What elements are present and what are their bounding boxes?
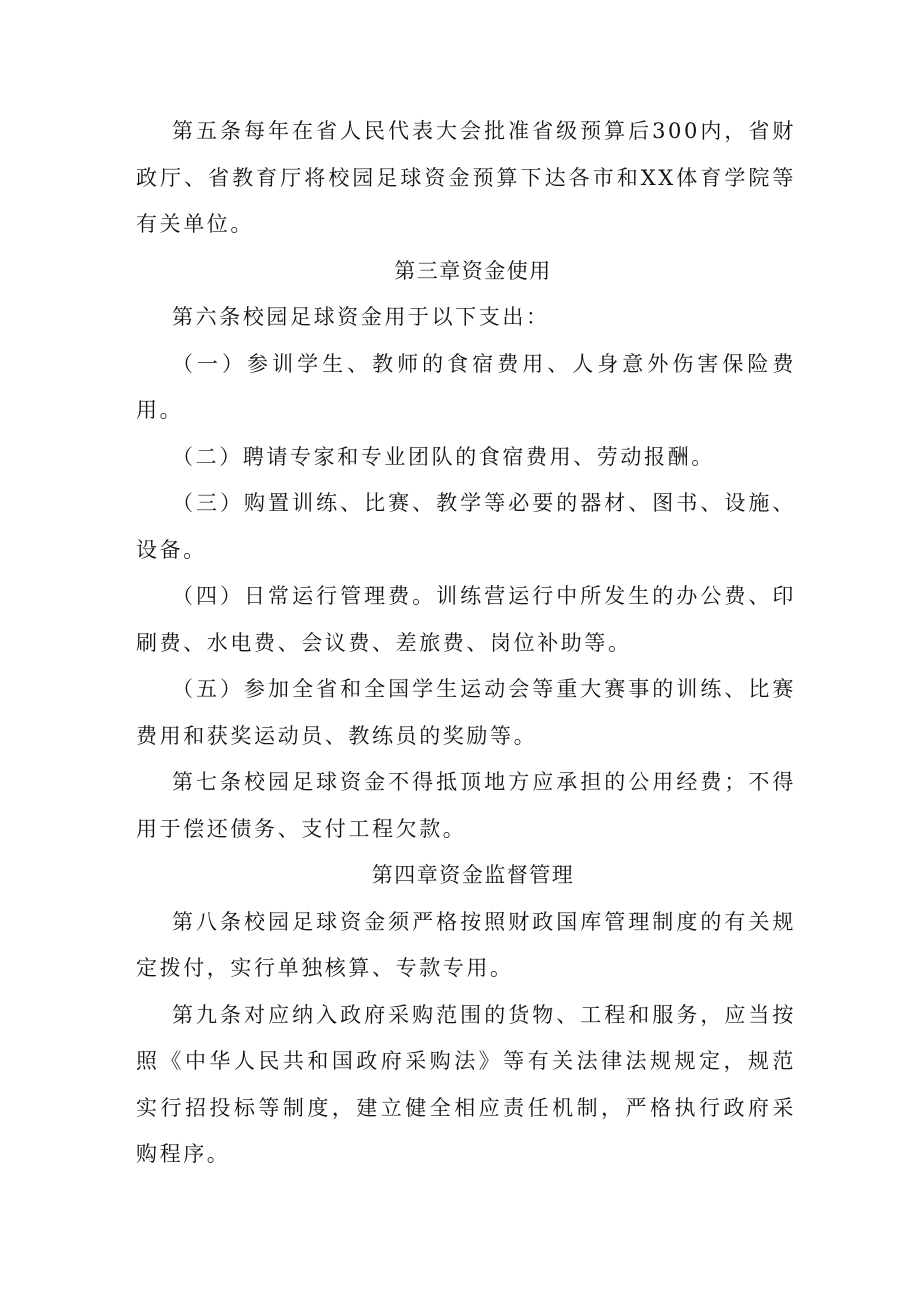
article-9-paragraph: 第九条对应纳入政府采购范围的货物、工程和服务，应当按照《中华人民共和国政府采购法》等有关法律法规规定，规范实行招投标等制度，建立健全相应责任机制，严格执行政府采购程序。 [136, 1002, 796, 1166]
chapter-3-heading: 第三章资金使用 [394, 258, 552, 283]
document-page [136, 108, 796, 1178]
chapter-4-heading: 第四章资金监督管理 [371, 863, 575, 887]
article-6-item-4: （四）日常运行管理费。训练营运行中所发生的办公费、印刷费、水电费、会议费、差旅费、岗位补助等。 [136, 584, 796, 655]
article-6-item-3: （三）购置训练、比赛、教学等必要的器材、图书、设施、设备。 [136, 491, 796, 562]
article-5-paragraph: 第五条每年在省人民代表大会批准省级预算后300内，省财政厅、省教育厅将校园足球资金预算下达各市和XX体育学院等有关单位。 [136, 119, 796, 236]
article-6-item-2: （二）聘请专家和专业团队的食宿费用、劳动报酬。 [172, 444, 715, 469]
article-7-paragraph: 第七条校园足球资金不得抵顶地方应承担的公用经费；不得用于偿还债务、支付工程欠款。 [136, 770, 796, 841]
article-6-item-1: （一）参训学生、教师的食宿费用、人身意外伤害保险费用。 [136, 351, 796, 422]
article-6-item-5: （五）参加全省和全国学生运动会等重大赛事的训练、比赛费用和获奖运动员、教练员的奖励等。 [136, 677, 796, 748]
article-6-paragraph: 第六条校园足球资金用于以下支出： [172, 305, 550, 329]
article-8-paragraph: 第八条校园足球资金须严格按照财政国库管理制度的有关规定拨付，实行单独核算、专款专用。 [136, 909, 796, 980]
